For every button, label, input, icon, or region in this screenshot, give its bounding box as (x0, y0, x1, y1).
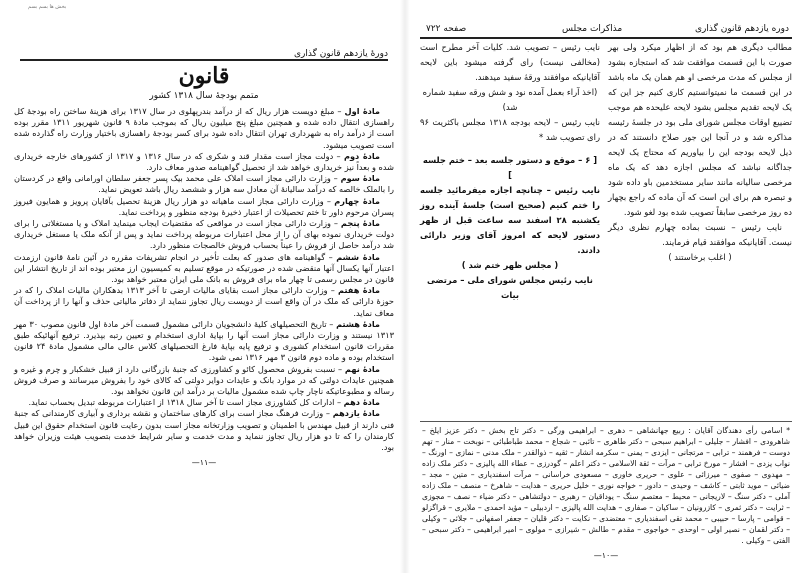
signature: نایب رئیس مجلس شورای ملی – مرتضی بیات (427, 275, 593, 300)
closing-note: ( مجلس ظهر ختم شد ) (461, 260, 559, 270)
paragraph: نایب رئیس – تصویب شد. کلیات آخر مطرح است (مخالفی نیست) رای گرفته میشود باین لایحه آقایانیکه موافقند ورقهٔ سفید میدهند. (420, 42, 600, 82)
article-text: – ادارات کل کشاورزی مجاز است تا آخر سال ۱۳۱۸ از اعتبارات مربوطه تبدیل بحساب نماید. (28, 397, 344, 408)
running-head: دورهٔ یازدهم قانون گذاری (293, 49, 388, 59)
vote-result: نایب رئیس – لایحه بودجه ۱۳۱۸ مجلس باکثریت ۹۶ رای تصویب شد * (420, 117, 601, 142)
header-rule (420, 37, 792, 39)
article-paragraph (14, 319, 394, 364)
section-heading: [ ۶ – موقع و دستور جلسه بعد – ختم جلسه ] (422, 155, 598, 180)
article-heading: مادهٔ پنجم (340, 218, 380, 229)
left-column (420, 40, 600, 303)
running-head-center: مذاکرات مجلس (562, 24, 623, 34)
page-subtitle: متمم بودجهٔ سال ۱۳۱۸ کشور (149, 91, 259, 101)
article-paragraph (14, 106, 394, 151)
article-heading: مادهٔ دوم (343, 150, 380, 161)
footnote-area (420, 421, 792, 562)
article-text: – وزارت دارائی مجاز است در مواقعی که مقتضیات ایجاب مینماید املاک و یا مستغلاتی را برای دولت خریداری نموده بهای آن را از محل اعتبارات مربوطه پرداخت نماید و پس از آنکه ملک یا مستغل خریداری شد درآمد حاصل از فروش را عیناً بحساب فروش خالصجات منظور دارد. (14, 218, 394, 251)
article-paragraph (14, 408, 394, 453)
page-number: —۱۰— (593, 551, 619, 560)
article-heading: مادهٔ یازدهم (332, 408, 380, 419)
article-text: – وزارت دارائی مجاز است بقایای مالیات ارضی تا آخر ۱۳۱۳ بدهکاران مالیات املاک را که در حوزهٔ دارائی که ملک در آن واقع است از دویست ریال تجاوز ننماید از دفاتر مالیاتی حذف و آنها را از پرداخت آن معاف نماید. (14, 285, 394, 318)
article-text: – دولت مجاز است مقدار قند و شکری که در سال ۱۳۱۶ و ۱۳۱۷ از کشورهای خارجه خریداری شده و بعداً نیز خریداری خواهد شد از تحصیل گواهینامه صدور معاف دارد. (14, 150, 394, 173)
article-text: – وزارت دارائی مجاز است املاک علی محمد بیک پسر جعفر سلطان اورامانی واقع در کردستان را بالملک خالصه که درآمد سالیانهٔ آن معادل سه هزار و ششصد ریال باشد تعویض نماید. (14, 173, 394, 195)
footnote-rule (420, 421, 792, 422)
left-page-content (14, 62, 394, 469)
article-paragraph (14, 173, 394, 195)
article-heading: مادهٔ چهارم (334, 195, 381, 206)
vote-note: (اخذ آراء بعمل آمده نود و شش ورقه سفید شماره شد) (422, 87, 598, 112)
right-column (608, 40, 792, 265)
running-head-right: دوره یازدهم قانون گذاری (694, 24, 789, 34)
note: ( اغلب برخاستند ) (668, 252, 732, 262)
articles-body (14, 106, 394, 453)
article-heading: مادهٔ هشتم (336, 318, 380, 329)
left-page (6, 0, 400, 573)
header-rule (20, 59, 388, 61)
article-heading: مادهٔ ششم (336, 251, 380, 262)
article-heading: مادهٔ سوم (340, 173, 381, 184)
article-text: – تاریخ التحصیلهای کلیهٔ دانشجویان دارائی مشمول قسمت آخر مادهٔ اول قانون مصوب ۳۰ مهر ۱۳۱۳ نیستند و وزارت دارائی مجاز است آنها را بپایهٔ اداری استخدام و تعیین رتبه بپذیرد. ترفیع آنهائیکه طبق مقررات قانون استخدام کشوری و ترفیع پایه بپایهٔ فارغ التحصیلهای کلاس عالی مالی مشمول مادهٔ ۲۴ قانون استخدام بوده و ماده دوم قانون ۳ مهر ۱۳۱۶ نمی شود. (14, 318, 394, 363)
article-paragraph (14, 285, 394, 319)
article-paragraph (14, 397, 394, 408)
page-number: —۱۱— (191, 458, 217, 468)
article-text: – گواهینامه های صدور که بعلت تأخیر در انجام تشریفات مقرره در آئین نامهٔ قانون ارزمدت اعتبار آنها یکسال آنها منقضی شده در صورتیکه در موقع تسلیم به کمیسیون ارز معتبر بوده اند از تاریخ انتشار این قانون در مجلس رسمی تا چهار ماه برای فروش به بانک ملی ایران معتبر خواهد بود. (14, 251, 394, 285)
article-text: – مبلغ دویست هزار ریال که از درآمد بندرپهلوی در سال ۱۳۱۷ برای هزینهٔ ساختن راه بودجهٔ کل راهسازی انتقال داده شده و همچنین مبلغ پنج میلیون ریال که بموجب مادهٔ ۹ قانون شهریور ۱۳۱۱ مقرر بوده است از درآمد راه به شهرداری تهران انتقال داده شود برای کسر بودجهٔ راهسازی باختیار وزارت راه گذارده شده است تصویب میشود. (14, 106, 395, 150)
article-heading: مادهٔ اول (344, 106, 380, 116)
article-text: – وزارت فرهنگ مجاز است برای کارهای ساختمان و نقشه برداری و آبیاری کارمندانی که جنبهٔ فنی دارند از قبیل مهندس با اطمینان و تصویب وزارتخانه مجاز است بدون رعایت قانون استخدام حقوق این قبیل کارمندان را که تا دو هزار ریال تجاوز ننماید و مدت خدمت و سایر شرایط خدمت بتصویب هیئت وزیران خواهد بود. (14, 408, 394, 453)
paragraph: نایب رئیس – نسبت بماده چهارم نظری دیگر نیست. آقایانیکه موافقند قیام فرمایند. (608, 222, 792, 247)
article-text: – نسبت بفروش محصول کائو و کشاورزی که جنبهٔ بازرگانی دارد از قبیل خشکبار و چرم و غیره و همچنین عایدات دولتی که در موارد بانک و عایدات دوایر دولتی که کالای خود را بفروش میرسانند و صرف فروش رساله و مطبوعاتیکه ناچار چاپ شده مشمول مالیات بر درآمد این قانون نخواهد بود. (14, 363, 394, 397)
article-paragraph (14, 196, 394, 218)
article-text: – وزارت دارائی مجاز است ماهیانه دو هزار ریال هزینهٔ تحصیل بآقایان پرویز و همایون فیروز پسران مرحوم داور تا ختم تحصیلات از اعتبار ذخیرهٔ بودجه منظور و پرداخت نماید. (14, 195, 394, 217)
paragraph: مطالب دیگری هم بود که از اظهار میکرد ولی بهر صورت با این قسمت موافقت شد که استجازه بشود از مجلس که مدت مرخصی او هم همان یک ماه باشد در این قسمت ما نمیتوانستیم کاری کنیم جز این که یک لایحه تقدیم مجلس بشود لایحه علیحده هم موجب تضییع اوقات مجلس شورای ملی بود در جلسهٔ رئیسه مذاکره شد و در آنجا این جور صلاح دانستند که در ذیل لایحه بودجه این را بیاوریم که محتاج یک لایحه جداگانه نباشد که مجلس اجازه دهد که یک ماه مرخصی سالیانه مانند سایر مستخدمین باو داده شود و تبصره هم برای این است که آن ماده که راجع بچهار ده روز مرخصی سابقاً تصویب شده بود لغو شود. (608, 42, 792, 217)
article-paragraph (14, 218, 394, 252)
page-title: قانون (178, 63, 230, 89)
footnote: * اسامی رأی دهندگان آقایان : ربیع جهانشاهی – دهری – ابراهیمی ورگی – دکتر تاج بخش – دکتر عزیز ایلخ – شاهرودی – افشار – جلیلی – ابراهیم سبحی – دکتر طاهری – تائبی – شجاع – محمد طباطبائی – نوبخت – منار – تهم دوست – فرهمند – ترابی – مرتجانی – ایزدی – یمنی – سکرمه انشار – ثقیه – ذوالقدر – ملک مدنی – نمازی – اورنگ – نواب یزدی – افشار – مورخ ترابی – مرآت – ثقة الاسلامی – دکتر اعلم – گودرزی – عطاء الله پالیزی – دکتر ملک زاده – مهدوی – صفوی – میرزائی – علوی – حریری خاوری – مسعودی خراسانی – مرآت اسفندیاری – متین – مجد – ضیائی – موید ثابتی – کاشف – وحیدی – دادور – خواجه نوری – خلیل حریری – هدایت – شاهرخ – منصف – ملک زاده آملی – دکتر سنگ – لاریجانی – محیط – معتصم سنگ – یوداقیان – رهبری – دولتشاهی – دکتر ضیاء – نصف – مجوزی – ثرایت – دکتر ثمری – کازرونیان – ساکیان – صفاری – هدایت الله پالیزی – اردبیلی – مؤید احمدی – ملایری – قراگزلو – قوامی – پارسا – حبیبی – محمد تقی اسفندیاری – معتضدی – نکایت – دکتر قلیان – جعفر اصفهانی – جلائی – وکیلی – دکتر لقمان – نصیر اولی – اوحدی – خواجوی – مقدم – طالش – شیرازی – مولوی – امیر ابراهیمی – دکتر سبحی – الفتی – وکیلی . (422, 426, 790, 545)
book-gutter (400, 0, 410, 573)
article-heading: مادهٔ دهم (343, 397, 380, 408)
closing-paragraph: نایب رئیس – چنانچه اجازه میفرمائید جلسه را ختم کنیم (صحیح است) جلسهٔ آینده روز یکشنبه ۲۸ اسفند سه ساعت قبل از ظهر دستور لایحه که امروز آقای وزیر دارائی دادند. (420, 185, 600, 255)
corner-mark: بخش ها بسم بسم (28, 4, 67, 10)
article-heading: مادهٔ نهم (344, 363, 380, 374)
right-page (412, 0, 797, 573)
article-paragraph (14, 252, 394, 286)
article-paragraph (14, 364, 394, 398)
article-paragraph (14, 151, 394, 173)
article-heading: مادهٔ هفتم (338, 285, 380, 296)
running-head-page: صفحه ۷۲۲ (426, 24, 467, 34)
